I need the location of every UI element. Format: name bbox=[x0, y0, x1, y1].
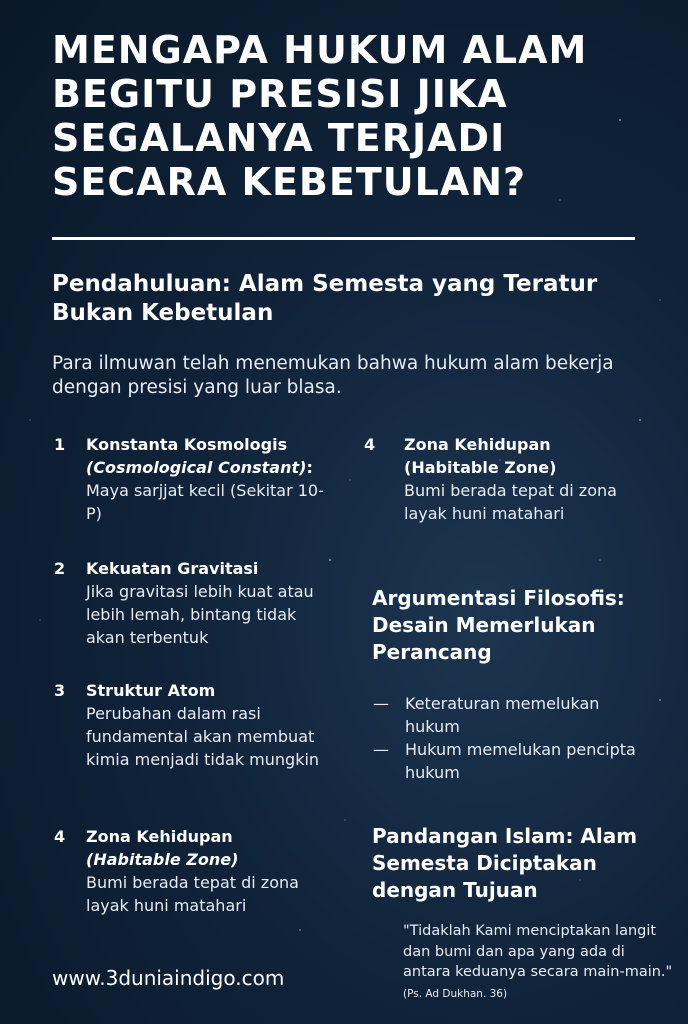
item-number: 2 bbox=[54, 559, 66, 578]
page-title: MENGAPA HUKUM ALAM BEGITU PRESISI JIKA SEGALANYA TERJADI SECARA KEBETULAN? bbox=[52, 28, 588, 204]
item-title: Struktur Atom bbox=[86, 681, 216, 700]
item-title: Kekuatan Gravitasi bbox=[86, 559, 259, 578]
point-text: Keteraturan memelukan hukum bbox=[405, 694, 600, 736]
item-desc: Perubahan dalam rasi fundamental akan membuat kimia menjadi tidak mungkin bbox=[86, 704, 320, 769]
list-item bbox=[373, 692, 643, 738]
list-item bbox=[54, 557, 336, 649]
point-text: Hukum memelukan pencipta hukum bbox=[405, 740, 636, 782]
list-item bbox=[373, 738, 643, 784]
item-desc: Bumi berada tepat di zona layak huni matahari bbox=[404, 481, 617, 523]
dash-icon: — bbox=[373, 694, 389, 713]
item-title-sub: (Habitable Zone) bbox=[404, 458, 557, 477]
intro-text: Para ilmuwan telah menemukan bahwa hukum alam bekerja dengan presisi yang luar blasa. bbox=[52, 353, 614, 398]
item-title-tail: : bbox=[306, 458, 313, 477]
quote-text: "Tidaklah Kami menciptakan langit dan bumi dan apa yang ada di antara keduanya secara main-main." bbox=[403, 923, 673, 980]
item-number: 3 bbox=[54, 681, 66, 700]
quote-source: (Ps. Ad Dukhan. 36) bbox=[403, 987, 508, 1000]
dash-icon: — bbox=[373, 740, 389, 759]
list-item bbox=[54, 433, 336, 525]
item-title-text: Zona Kehidupan bbox=[404, 435, 551, 454]
item-title-italic: (Cosmological Constant) bbox=[86, 458, 307, 477]
item-number: 4 bbox=[54, 827, 66, 846]
philosophy-heading: Argumentasi Filosofis: Desain Memerlukan Perancang bbox=[372, 586, 625, 664]
list-item bbox=[364, 433, 634, 525]
item-title bbox=[86, 825, 336, 871]
quran-quote bbox=[403, 921, 675, 1004]
item-desc: Jika gravitasi lebih kuat atau lebih lemah, bintang tidak akan terbentuk bbox=[86, 582, 314, 647]
intro-heading: Pendahuluan: Alam Semesta yang Teratur Bukan Kebetulan bbox=[52, 271, 598, 326]
item-number: 1 bbox=[54, 435, 66, 454]
title-divider bbox=[52, 237, 635, 240]
list-item bbox=[54, 825, 336, 917]
islam-heading: Pandangan Islam: Alam Semesta Diciptakan dengan Tujuan bbox=[372, 824, 638, 902]
item-desc: Maya sarjjat kecil (Sekitar 10-P) bbox=[86, 481, 324, 523]
item-title bbox=[404, 433, 634, 479]
philosophy-list bbox=[373, 692, 643, 784]
item-title-italic: (Habitable Zone) bbox=[86, 850, 239, 869]
item-title-text: Konstanta Kosmologis bbox=[86, 435, 288, 454]
website-link[interactable]: www.3duniaindigo.com bbox=[52, 966, 285, 990]
item-desc: Bumi berada tepat di zona layak huni matahari bbox=[86, 873, 299, 915]
list-item bbox=[54, 679, 336, 771]
item-number: 4 bbox=[364, 435, 376, 454]
item-title-text: Zona Kehidupan bbox=[86, 827, 233, 846]
item-title bbox=[86, 433, 336, 525]
